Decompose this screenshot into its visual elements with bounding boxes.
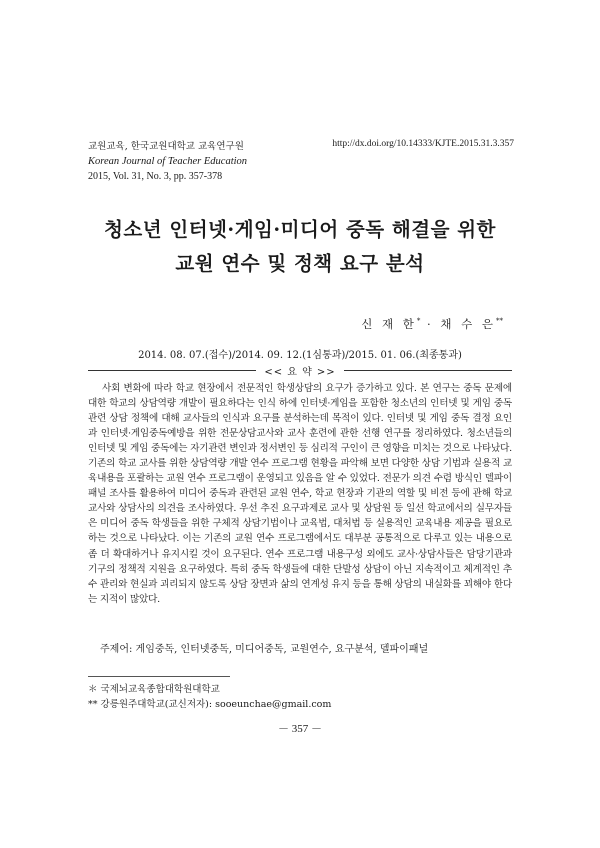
footnote-divider [88, 676, 230, 677]
paper-title [0, 213, 600, 281]
author-list [361, 316, 503, 332]
footnote-affiliation-2: ** 강릉원주대학교(교신저자): sooeunchae@gmail.com [88, 699, 332, 710]
author-2: 채 수 은 [440, 317, 496, 331]
publisher-line: 교원교육, 한국교원대학교 교육연구원 [88, 141, 244, 152]
abstract-body: 사회 변화에 따라 학교 현장에서 전문적인 학생상담의 요구가 증가하고 있다. 본 연구는 중독 문제에 대한 학교의 상담역량 개발이 필요하다는 인식 하에 인터넷·게임을 포함한 청소년의 인터넷 및 게임 중독관련 상담 정책에 대해 교사들의 인식과 요구를 분석하는데 목적이 있다. 인터넷 및 게임 중독 결정 요인과 인터넷·게임중독예방을 위한 전문상담교사와 교사 훈련에 관한 선행 연구를 정리하였다. 청소년들의 인터넷 및 게임 중독에는 자기관련 변인과 정서변인 등 심리적 구인이 큰 영향을 미치는 것으로 나타났다. 기존의 학교 교사를 위한 상담역량 개발 연수 프로그램 현황을 파악해 보면 다양한 상담 기법과 실용적 교육내용을 포괄하는 교원 연수 프로그램이 운영되고 있음을 알 수 있었다. 전문가 의견 수렴 방식인 델파이 패널 조사를 활용하여 미디어 중독과 관련된 교원 연수, 학교 현장과 기관의 역할 및 비전 등에 관해 학교 교사와 상담사의 의견을 조사하였다. 우선 추진 요구과제로 교사 및 상담원 등 일선 학교에서의 실무자들은 미디어 중독 학생들을 위한 구체적 상담기법이나 교육법, 대처법 등 실용적인 교육내용 제공을 필요로 하는 것으로 나타났다. 이는 기존의 교원 연수 프로그램에서도 대부분 공통적으로 다루고 있는 내용으로 좀 더 확대하거나 유지시킬 것이 요구된다. 연수 프로그램 내용구성 외에도 교사·상담사들은 담당기관과 기구의 정책적 지원을 요구하였다. 특히 중독 학생들에 대한 단발성 상담이 아닌 지속적이고 체계적인 추수 관리와 현실과 괴리되지 않도록 상담 장면과 삶의 연계성 유지 등을 통해 상담의 내실화를 꾀해야 한다는 지적이 많았다. [88, 383, 512, 605]
doi-link[interactable]: http://dx.doi.org/10.14333/KJTE.2015.31.3.357 [332, 139, 514, 149]
abstract-heading-label: << 요 약 >> [264, 367, 336, 378]
footnote-affiliation-1: ＊ 국제뇌교육종합대학원대학교 [88, 684, 220, 695]
author-separator: · [420, 317, 441, 331]
author-1-mark: * [416, 317, 421, 326]
title-line-2: 교원 연수 및 정책 요구 분석 [175, 252, 425, 275]
abstract-rule-right [344, 370, 512, 371]
submission-dates: 2014. 08. 07.(접수)/2014. 09. 12.(1심통과)/2015. 01. 06.(최종통과) [138, 350, 462, 361]
author-1: 신 재 한 [361, 317, 417, 331]
page-number: － 357 － [278, 723, 322, 735]
journal-name: Korean Journal of Teacher Education [88, 156, 248, 167]
abstract-heading [88, 364, 512, 376]
author-2-mark: ** [496, 317, 503, 326]
volume-info: 2015, Vol. 31, No. 3, pp. 357-378 [88, 171, 223, 182]
title-line-1: 청소년 인터넷·게임·미디어 중독 해결을 위한 [104, 218, 496, 241]
keywords: 주제어: 게임중독, 인터넷중독, 미디어중독, 교원연수, 요구분석, 델파이패널 [100, 644, 429, 655]
journal-header [88, 139, 247, 184]
